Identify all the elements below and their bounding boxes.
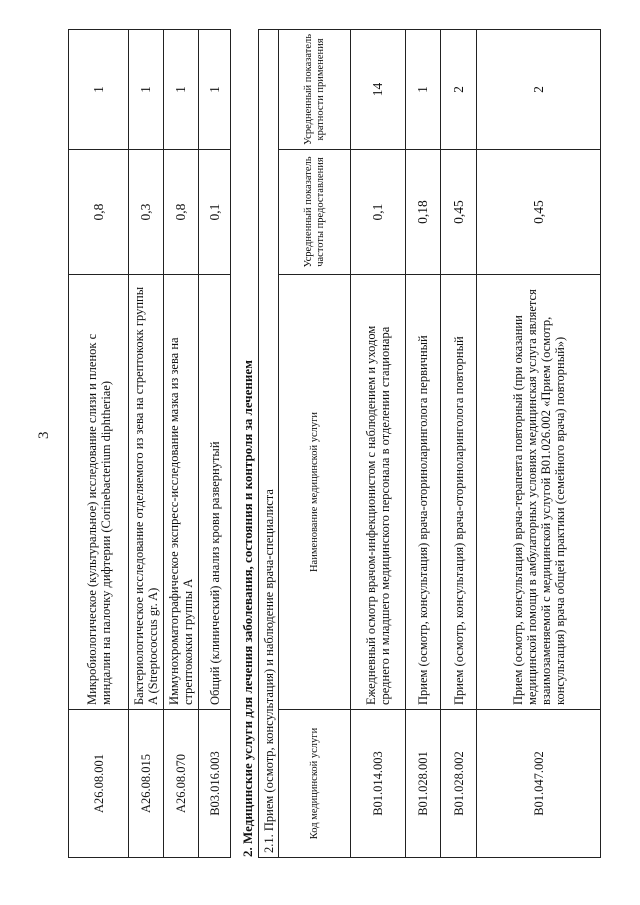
code-cell: B01.028.002 bbox=[441, 710, 477, 858]
table-row bbox=[351, 29, 406, 857]
header-code: Код медицинской услуги bbox=[279, 710, 351, 858]
multiplicity-cell: 1 bbox=[199, 30, 231, 150]
frequency-cell: 0,45 bbox=[441, 150, 477, 275]
code-cell: A26.08.015 bbox=[129, 710, 164, 858]
name-cell: Бактериологическое исследование отделяемого из зева на стрептококк группы A (Streptococcus gr. A) bbox=[129, 275, 164, 710]
frequency-cell: 0,1 bbox=[351, 150, 406, 275]
multiplicity-cell: 2 bbox=[477, 29, 601, 149]
name-cell: Прием (осмотр, консультация) врача-оториноларинголога повторный bbox=[441, 275, 477, 710]
header-row bbox=[279, 29, 351, 857]
code-cell: B01.028.001 bbox=[406, 710, 441, 858]
header-frequency: Усредненный показатель частоты предоставления bbox=[279, 150, 351, 275]
services-table-diagnostics bbox=[68, 29, 231, 858]
table-row bbox=[477, 29, 601, 857]
frequency-cell: 0,1 bbox=[199, 150, 231, 275]
page-number: 3 bbox=[36, 431, 52, 439]
name-cell: Общий (клинический) анализ крови развернутый bbox=[199, 275, 231, 710]
name-cell: Прием (осмотр, консультация) врача-оториноларинголога первичный bbox=[406, 275, 441, 710]
name-cell: Ежедневный осмотр врачом-инфекционистом с наблюдением и уходом среднего и младшего медицинского персонала в отделении стационара bbox=[351, 275, 406, 710]
code-cell: B03.016.003 bbox=[199, 710, 231, 858]
code-cell: A26.08.001 bbox=[69, 710, 129, 858]
code-cell: B01.014.003 bbox=[351, 710, 406, 858]
services-table-treatment bbox=[258, 29, 601, 858]
multiplicity-cell: 1 bbox=[129, 30, 164, 150]
table-row bbox=[129, 30, 164, 858]
frequency-cell: 0,8 bbox=[69, 150, 129, 275]
name-cell: Прием (осмотр, консультация) врача-терапевта повторный (при оказании медицинской помощи в амбулаторных условиях медицинская услуга является взаимозаменяемой с медицинской услугой B01.026.002 «Прием (осмотр, консультация) врача общей практики (семейного врача) повторный») bbox=[477, 275, 601, 710]
table-row bbox=[199, 30, 231, 858]
table-row bbox=[441, 29, 477, 857]
table-row bbox=[406, 29, 441, 857]
name-cell: Микробиологическое (культуральное) исследование слизи и пленок с миндалин на палочку дифтерии (Corinebacterium diphtheriae) bbox=[69, 275, 129, 710]
section-heading: 2. Медицинские услуги для лечения заболевания, состояния и контроля за лечением bbox=[240, 359, 255, 857]
table-row bbox=[164, 30, 199, 858]
multiplicity-cell: 1 bbox=[164, 30, 199, 150]
header-multiplicity: Усредненный показатель кратности применения bbox=[279, 29, 351, 149]
header-name: Наименование медицинской услуги bbox=[279, 275, 351, 710]
subsection-row bbox=[259, 29, 279, 857]
multiplicity-cell: 2 bbox=[441, 29, 477, 149]
name-cell: Иммунохроматографическое экспресс-исследование мазка из зева на стрептококки группы A bbox=[164, 275, 199, 710]
subsection-title: 2.1. Прием (осмотр, консультация) и наблюдение врача-специалиста bbox=[259, 29, 279, 857]
multiplicity-cell: 14 bbox=[351, 29, 406, 149]
code-cell: B01.047.002 bbox=[477, 710, 601, 858]
frequency-cell: 0,8 bbox=[164, 150, 199, 275]
table-row bbox=[69, 30, 129, 858]
multiplicity-cell: 1 bbox=[406, 29, 441, 149]
code-cell: A26.08.070 bbox=[164, 710, 199, 858]
frequency-cell: 0,18 bbox=[406, 150, 441, 275]
frequency-cell: 0,45 bbox=[477, 150, 601, 275]
multiplicity-cell: 1 bbox=[69, 30, 129, 150]
frequency-cell: 0,3 bbox=[129, 150, 164, 275]
